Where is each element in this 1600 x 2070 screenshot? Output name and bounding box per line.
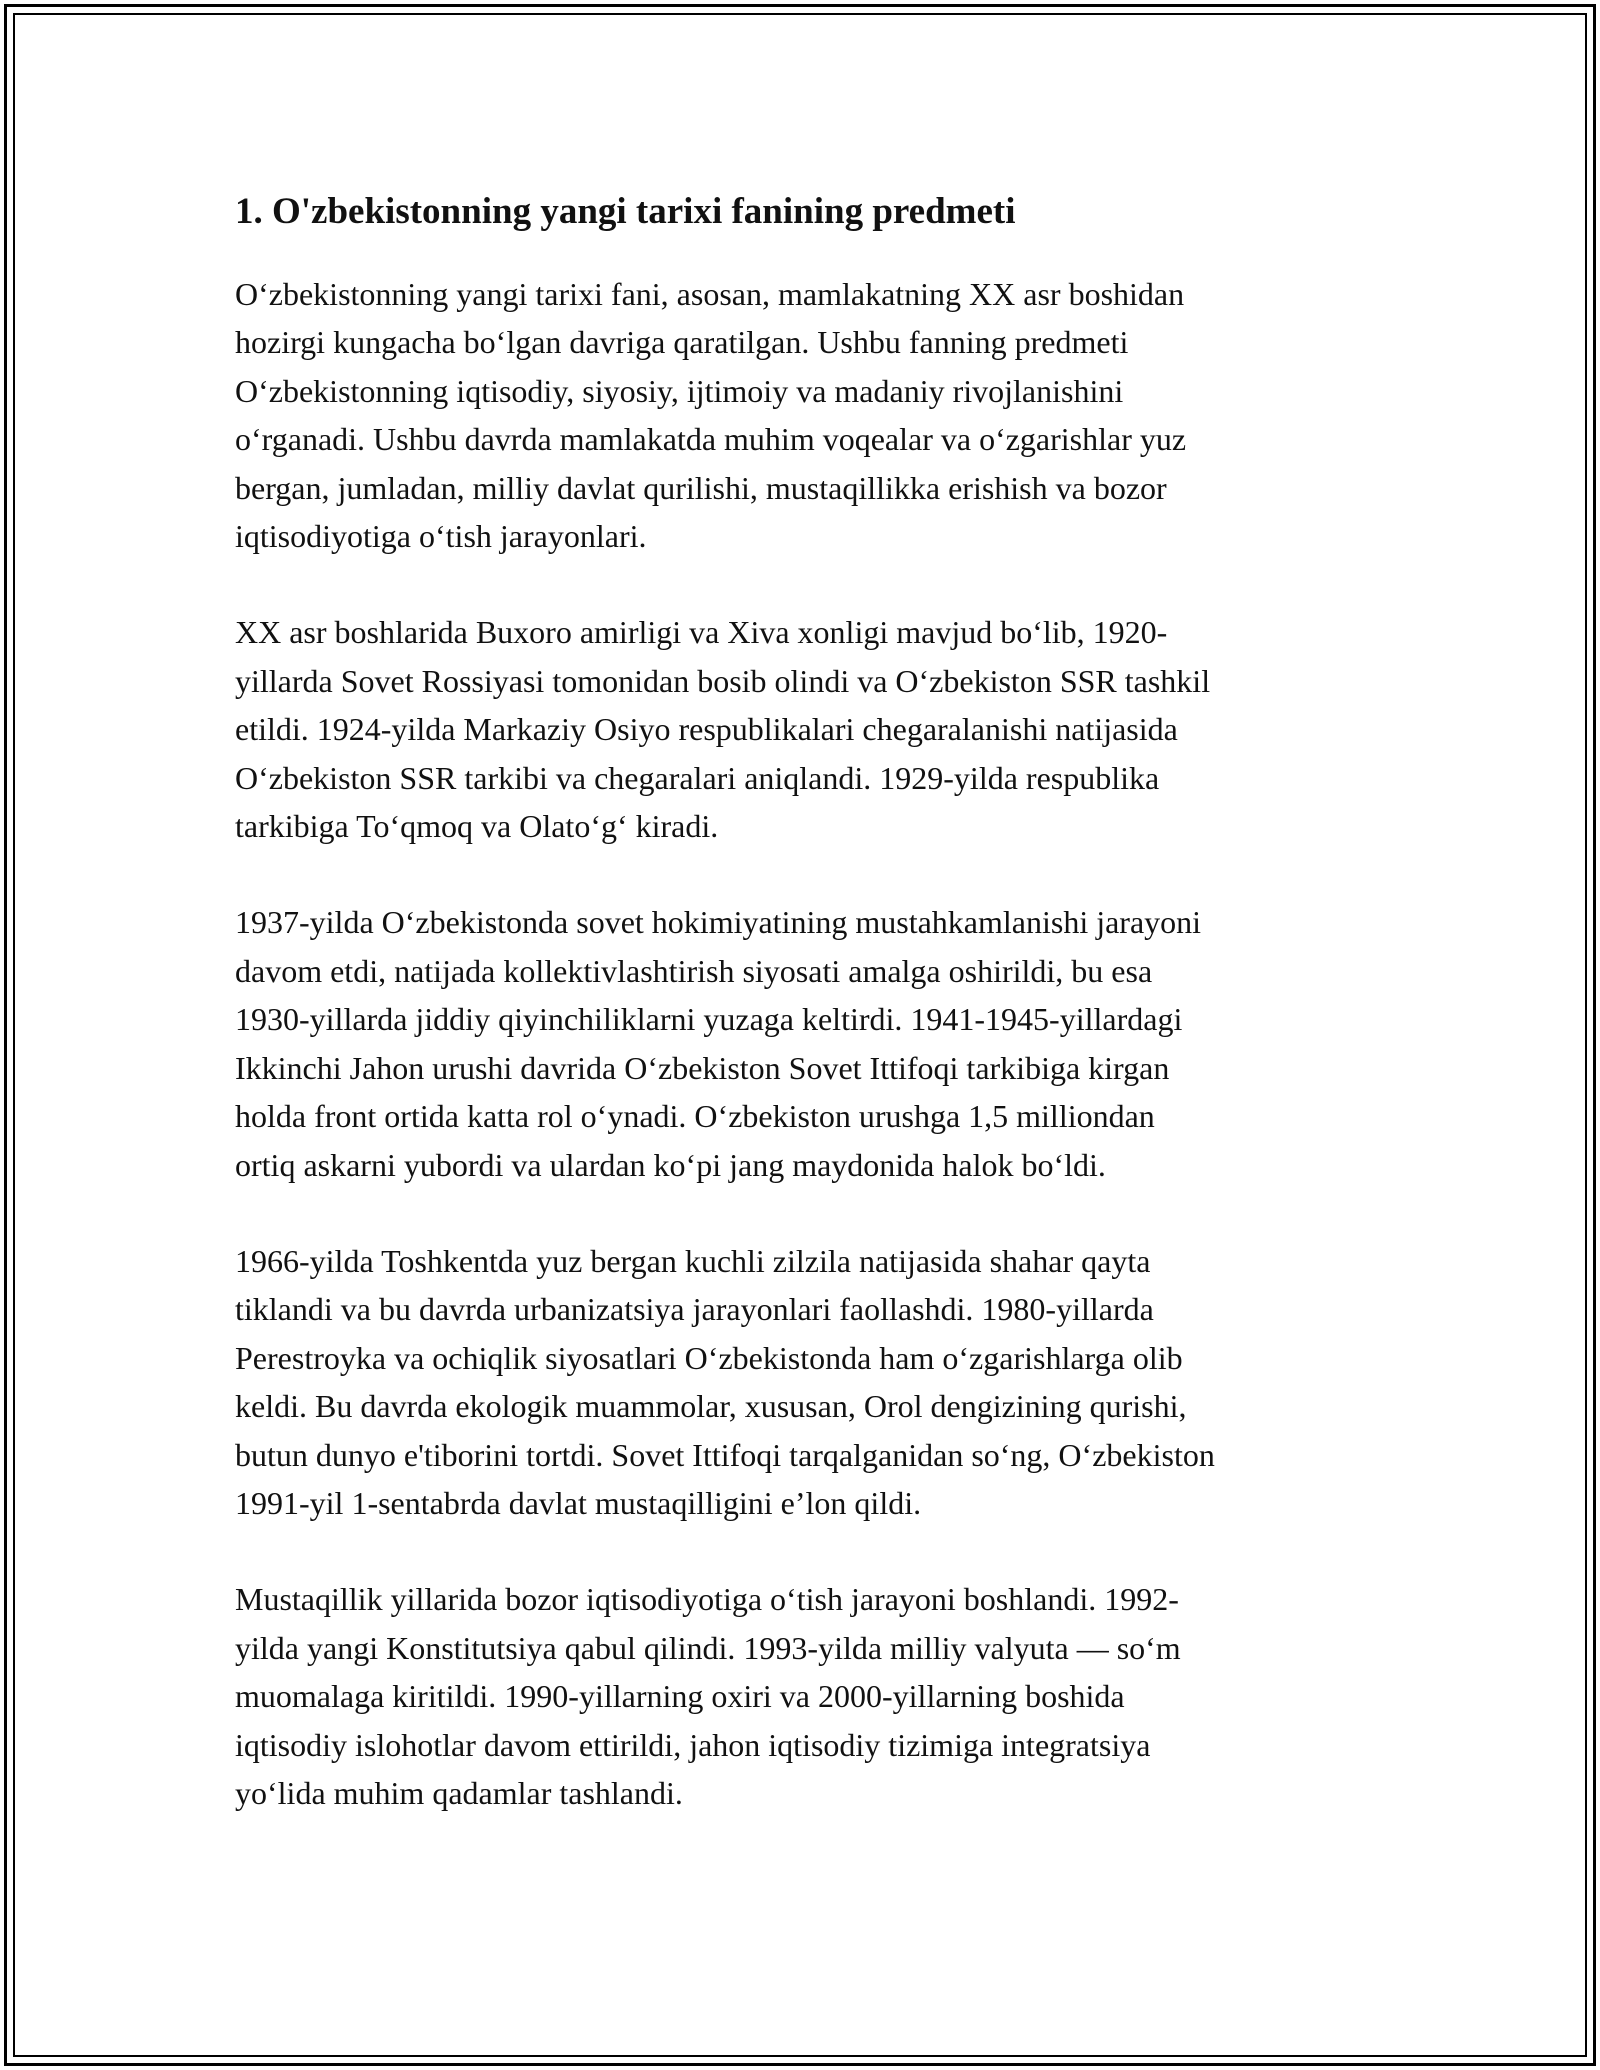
text-line: o‘rganadi. Ushbu davrda mamlakatda muhim voqealar va o‘zgarishlar yuz — [235, 421, 1187, 458]
text-line: hozirgi kungacha bo‘lgan davriga qaratilgan. Ushbu fanning predmeti — [235, 324, 1129, 361]
text-line: keldi. Bu davrda ekologik muammolar, xususan, Orol dengizining qurishi, — [235, 1388, 1187, 1425]
text-line: davom etdi, natijada kollektivlashtirish siyosati amalga oshirildi, bu esa — [235, 952, 1153, 989]
text-line: O‘zbekistonning yangi tarixi fani, asosan, mamlakatning XX asr boshidan — [235, 276, 1185, 312]
text-line: Mustaqillik yillarida bozor iqtisodiyotiga o‘tish jarayoni boshlandi. 1992- — [235, 1581, 1179, 1618]
text-line: muomalaga kiritildi. 1990-yillarning oxiri va 2000-yillarning boshida — [235, 1678, 1125, 1715]
text-line: 1991-yil 1-sentabrda davlat mustaqilligini e’lon qildi. — [235, 1484, 922, 1521]
text-line: yillarda Sovet Rossiyasi tomonidan bosib olindi va O‘zbekiston SSR tashkil — [235, 662, 1211, 699]
section-heading: 1. O'zbekistonning yangi tarixi fanining predmeti — [235, 191, 1016, 232]
text-line: iqtisodiy islohotlar davom ettirildi, jahon iqtisodiy tizimiga integratsiya — [235, 1726, 1151, 1763]
text-line: XX asr boshlarida Buxoro amirligi va Xiva xonligi mavjud bo‘lib, 1920- — [235, 614, 1168, 651]
paragraph-4 — [235, 1237, 1365, 1527]
text-line: ortiq askarni yubordi va ulardan ko‘pi jang maydonida halok bo‘ldi. — [235, 1146, 1106, 1183]
text-line: tiklandi va bu davrda urbanizatsiya jarayonlari faollashdi. 1980-yillarda — [235, 1291, 1154, 1328]
text-line: holda front ortida katta rol o‘ynadi. O‘zbekiston urushga 1,5 milliondan — [235, 1098, 1155, 1135]
text-line: butun dunyo e'tiborini tortdi. Sovet Ittifoqi tarqalganidan so‘ng, O‘zbekiston — [235, 1436, 1215, 1473]
text-line: yo‘lida muhim qadamlar tashlandi. — [235, 1774, 683, 1811]
text-line: O‘zbekiston SSR tarkibi va chegaralari aniqlandi. 1929-yilda respublika — [235, 759, 1160, 796]
text-line: iqtisodiyotiga o‘tish jarayonlari. — [235, 518, 647, 555]
paragraph-5 — [235, 1575, 1365, 1817]
text-line: yilda yangi Konstitutsiya qabul qilindi. 1993-yilda milliy valyuta — so‘m — [235, 1629, 1181, 1666]
text-line: tarkibiga To‘qmoq va Olato‘g‘ kiradi. — [235, 808, 719, 845]
text-line: O‘zbekistonning iqtisodiy, siyosiy, ijtimoiy va madaniy rivojlanishini — [235, 372, 1124, 409]
document-body — [235, 188, 1365, 1865]
paragraph-2 — [235, 608, 1365, 850]
paragraph-1 — [235, 270, 1365, 560]
text-line: 1966-yilda Toshkentda yuz bergan kuchli zilzila natijasida shahar qayta — [235, 1242, 1151, 1279]
paragraph-3 — [235, 898, 1365, 1188]
text-line: Ikkinchi Jahon urushi davrida O‘zbekiston Sovet Ittifoqi tarkibiga kirgan — [235, 1049, 1170, 1086]
text-line: Perestroyka va ochiqlik siyosatlari O‘zbekistonda ham o‘zgarishlarga olib — [235, 1339, 1183, 1376]
text-line: bergan, jumladan, milliy davlat qurilishi, mustaqillikka erishish va bozor — [235, 469, 1167, 506]
text-line: etildi. 1924-yilda Markaziy Osiyo respublikalari chegaralanishi natijasida — [235, 711, 1178, 748]
text-line: 1930-yillarda jiddiy qiyinchiliklarni yuzaga keltirdi. 1941-1945-yillardagi — [235, 1001, 1183, 1038]
text-line: 1937-yilda O‘zbekistonda sovet hokimiyatining mustahkamlanishi jarayoni — [235, 904, 1202, 941]
